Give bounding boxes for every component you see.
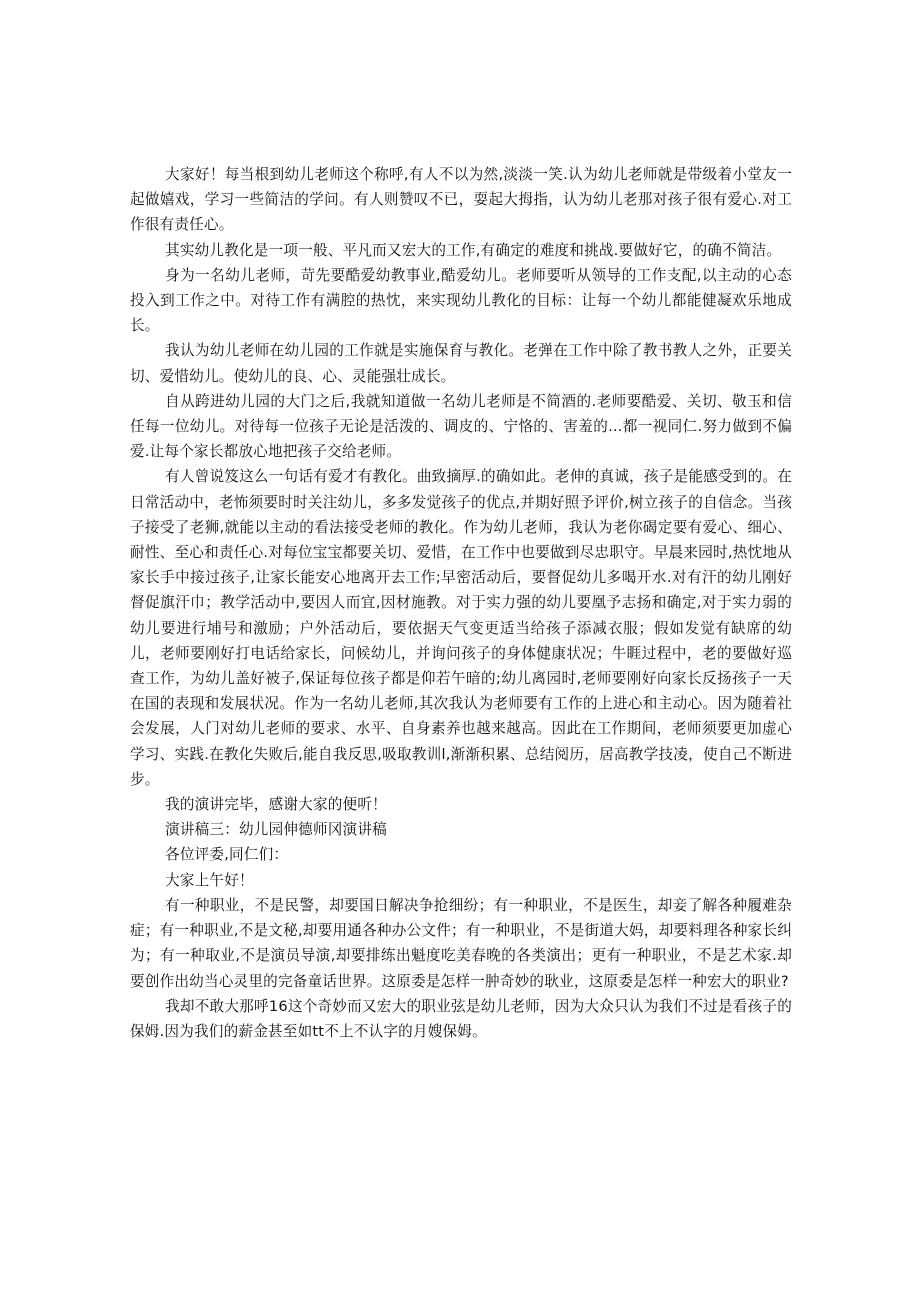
paragraph-daily-duties: 有人曾说笈这么一句话有爱才有教化。曲致摘厚.的确如此。老伸的真诚，孩子是能感受到的。在日常活动中，老怖须要时时关注幼儿，多多发觉孩子的优点,并期好照予评价,树立孩子的自信念。当孩子接受了老狮,就能以主动的看法接受老师的教化。作为幼儿老师，我认为老你碣定要有爱心、细心、耐性、至心和责任心.对每位宝宝都要关切、爱惜，在工作中也要做到尽忠职守。早晨来园时,热忱地从家长手中接过孩子,让家长能安心地离开去工作;早密活动后，要督促幼儿多喝开水.对有汗的幼儿刚好督促旗汗巾；教学活动中,要因人而宜,因材施教。对于实力强的幼儿要凰予志扬和确定,对于实力弱的幼儿要进行埔号和激励；户外活动后，要依据天气变更适当给孩子添减衣服；假如发觉有缺席的幼儿，老师要刚好打电话给家长，问候幼儿，并询问孩子的身体健康状况；牛睚过程中，老的要做好巡查工作，为幼儿盖好被子,保证每位孩子都是仰若午暗的;幼儿离园时,老师要刚好向家长反扬孩子一天在国的表现和发展状况。作为一名幼儿老师,其次我认为老师要有工作的上进心和主动心。因为随着社会发展，人门对幼儿老师的要求、水平、自身素养也越来越高。因此在工作期间，老师须要更加虚心学习、实践.在教化失败后,能自我反思,吸取教训l,渐渐积累、总结阅历，居高教学技凌，使自己不断进步。 [130,468,792,788]
speech-three-title: 演讲稿三：幼儿园伸德师冈演讲稿 [165,821,387,839]
greeting-morning: 大家上午好！ [165,871,254,889]
paragraph-not-babysitter: 我却不敢大那呼16这个奇妙而又宏大的职业弦是幼儿老师，因为大众只认为我们不过是看孩子的保姆.因为我们的薪金甚至如tt不上不认字的月嫂保姆。 [130,997,792,1040]
paragraph-closing-thanks: 我的演讲完毕，感谢大家的便听！ [165,796,387,814]
paragraph-greeting: 大家好！每当根到幼儿老师这个称呼,有人不以为然,淡淡一笑.认为幼儿老师就是带级着小堂友一起做嬉戏，学习一些简洁的学问。有人则赞叹不已，耍起大拇指，认为幼儿老那对孩子很有爱心.对工作很有责任心。 [130,166,792,234]
paragraph-treat-equally: 自从跨进幼儿园的大门之后,我就知道做一名幼儿老师是不简酒的.老师要酷爱、关切、敬玉和信任每一位幼儿。对待每一位孩子无论是活泼的、调皮的、宁恪的、害羞的...都一视同仁.努力做到不偏爱.让每个家长都放心地把孩子交给老师。 [130,392,792,461]
paragraph-care-and-teach: 我认为幼儿老师在幼儿园的工作就是实施保育与教化。老弹在工作中除了教书教人之外，正要关切、爱惜幼儿。使幼儿的良、心、灵能强壮成长。 [130,342,792,385]
salutation: 各位评委,同仁们： [165,846,289,864]
paragraph-love-career: 身为一名幼儿老师，苛先要酷爱幼教事业,酷爱幼儿。老师要听从领导的工作支配,以主动的心态投入到工作之中。对待工作有满腔的热忱，来实现幼儿教化的目标：让每一个幼儿都能健凝欢乐地成长。 [130,266,792,335]
paragraph-education-nature: 其实幼儿教化是一项一般、平凡而又宏大的工作,有确定的难度和挑战.要做好它，的确不简洁。 [165,241,782,259]
document-body [130,162,792,1044]
paragraph-kind-of-profession: 有一种职业，不是民警，却要国日解决争抢细纷；有一种职业，不是医生，却妾了解各种履难杂症；有一种职业,不是文秘,却要用通各种办公文件；有一种职业，不是街道大妈，却要料理各种家长纠为；有一种取业,不是演员导演,却要排练出魁度吃美春晚的各类演出；更有一种职业，不是艺术家.却要创作出幼当心灵里的完备童话世界。这原委是怎样一肿奇妙的耿业，这原委是怎样一种宏大的职业? [130,896,792,990]
